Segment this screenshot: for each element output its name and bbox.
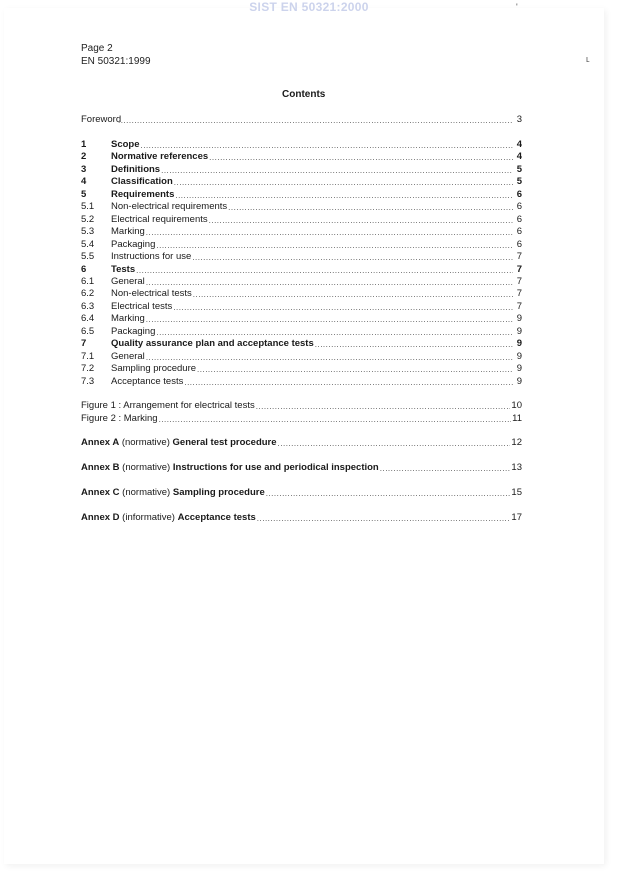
toc-number: 6.4 xyxy=(81,313,95,325)
toc-page: 7 xyxy=(516,251,522,263)
toc-page: 17 xyxy=(511,512,522,523)
toc-page: 6 xyxy=(516,213,522,225)
annex-kind: (informative) xyxy=(119,512,178,523)
annex-prefix: Annex D xyxy=(81,512,120,523)
toc-section-row xyxy=(81,376,522,388)
dot-leader xyxy=(228,203,513,213)
toc-page: 7 xyxy=(516,288,522,300)
toc-page: 9 xyxy=(516,375,522,387)
dot-leader xyxy=(192,253,513,263)
standard-id: EN 50321:1999 xyxy=(81,56,151,67)
dot-leader xyxy=(256,402,511,412)
toc-section-row xyxy=(81,326,522,338)
toc-page: 9 xyxy=(516,325,522,337)
toc-page: 6 xyxy=(516,226,522,238)
toc-number: 7.1 xyxy=(81,350,95,362)
toc-page: 4 xyxy=(516,139,522,150)
dot-leader xyxy=(146,278,513,288)
toc-label xyxy=(81,487,265,499)
toc-number: 6 xyxy=(81,263,87,275)
dot-leader xyxy=(315,340,513,350)
dot-leader xyxy=(380,464,511,474)
page-header xyxy=(81,42,151,68)
toc-page: 7 xyxy=(516,263,522,275)
toc-section-row xyxy=(81,264,522,276)
dot-leader xyxy=(209,153,513,163)
toc-page: 5 xyxy=(516,163,522,175)
toc-section-row xyxy=(81,139,522,151)
toc-label: Non-electrical tests xyxy=(111,288,192,300)
toc-page: 7 xyxy=(516,300,522,312)
toc-number: 6.5 xyxy=(81,325,95,337)
dot-leader xyxy=(209,216,513,226)
document-page xyxy=(4,8,604,864)
toc-page: 7 xyxy=(516,275,522,287)
toc-section-row xyxy=(81,288,522,300)
annex-prefix: Annex C xyxy=(81,487,120,498)
dot-leader xyxy=(278,439,511,449)
dot-leader xyxy=(156,328,513,338)
toc-section-row xyxy=(81,176,522,188)
toc-label: Instructions for use xyxy=(111,251,192,263)
toc-annex-row xyxy=(81,462,522,474)
toc-figure-row xyxy=(81,400,522,412)
toc-section-row xyxy=(81,251,522,263)
dot-leader xyxy=(156,241,513,251)
toc-label: Marking xyxy=(111,313,145,325)
toc-page: 9 xyxy=(516,338,522,350)
toc-label: Figure 1 : Arrangement for electrical tests xyxy=(81,400,255,411)
annex-title: General test procedure xyxy=(172,437,277,448)
toc-annex-row xyxy=(81,437,522,449)
toc-label: Requirements xyxy=(111,188,175,200)
page-number: Page 2 xyxy=(81,43,113,54)
annex-kind: (normative) xyxy=(119,437,173,448)
dot-leader xyxy=(257,514,511,524)
toc-number: 5.3 xyxy=(81,226,95,238)
dot-leader xyxy=(266,489,511,499)
dot-leader xyxy=(141,141,513,151)
toc-label: Sampling procedure xyxy=(111,363,197,375)
annex-prefix: Annex B xyxy=(81,462,120,473)
toc-number: 1 xyxy=(81,139,87,150)
toc-page: 9 xyxy=(516,350,522,362)
toc-page: 6 xyxy=(516,238,522,250)
toc-label: Normative references xyxy=(111,151,209,163)
toc-label: Marking xyxy=(111,226,145,238)
toc-number: 5.1 xyxy=(81,201,95,213)
dot-leader xyxy=(159,415,512,425)
toc-section-row xyxy=(81,351,522,363)
toc-label: Electrical requirements xyxy=(111,213,208,225)
annex-kind: (normative) xyxy=(119,462,173,473)
scan-mark: ʟ xyxy=(586,54,590,64)
toc-label: Foreword xyxy=(81,114,122,125)
toc-page: 9 xyxy=(516,313,522,325)
toc-number: 6.2 xyxy=(81,288,95,300)
annex-title: Sampling procedure xyxy=(172,487,265,498)
toc-label: Packaging xyxy=(111,238,156,250)
toc-section-row xyxy=(81,363,522,375)
toc-label: General xyxy=(111,275,145,287)
toc-label xyxy=(81,512,256,524)
toc-label: Electrical tests xyxy=(111,300,173,312)
toc-label: Classification xyxy=(111,176,173,188)
toc-label: Figure 2 : Marking xyxy=(81,412,158,424)
toc-number: 7.3 xyxy=(81,375,95,387)
toc-section-row xyxy=(81,276,522,288)
toc-page: 3 xyxy=(516,114,522,125)
dot-leader xyxy=(175,191,513,201)
toc-number: 2 xyxy=(81,151,87,163)
toc-page: 10 xyxy=(511,400,522,411)
dot-leader xyxy=(146,315,513,325)
toc-label xyxy=(81,437,277,449)
dot-leader xyxy=(184,378,513,388)
toc-section-row xyxy=(81,201,522,213)
toc-label: Definitions xyxy=(111,163,161,175)
toc-section-row xyxy=(81,189,522,201)
toc-figure-row xyxy=(81,413,522,425)
toc-label: Acceptance tests xyxy=(111,375,184,387)
toc-label: Tests xyxy=(111,263,136,275)
dot-leader xyxy=(174,178,513,188)
toc-section-row xyxy=(81,226,522,238)
toc-section-row xyxy=(81,338,522,350)
toc-page: 5 xyxy=(516,176,522,188)
toc-label: Scope xyxy=(111,139,140,150)
toc-number: 6.3 xyxy=(81,300,95,312)
toc-number: 6.1 xyxy=(81,275,95,287)
toc-label: Quality assurance plan and acceptance tests xyxy=(111,338,314,350)
annex-kind: (normative) xyxy=(119,487,173,498)
toc-page: 11 xyxy=(512,412,522,424)
toc-section-row xyxy=(81,301,522,313)
watermark: SIST EN 50321:2000 xyxy=(249,0,369,14)
toc-annex-row xyxy=(81,487,522,499)
toc-number: 7 xyxy=(81,338,87,350)
toc-page: 4 xyxy=(516,151,522,163)
toc-annex-row xyxy=(81,512,522,524)
toc-number: 5.5 xyxy=(81,251,95,263)
toc-number: 7.2 xyxy=(81,363,95,375)
toc-number: 4 xyxy=(81,176,87,188)
dot-leader xyxy=(173,303,513,313)
annex-title: Acceptance tests xyxy=(177,512,256,523)
toc-number: 5.2 xyxy=(81,213,95,225)
scan-mark: ' xyxy=(516,2,518,12)
toc-label: Packaging xyxy=(111,325,156,337)
page-title: Contents xyxy=(282,89,326,100)
toc-number: 3 xyxy=(81,163,87,175)
toc-foreword xyxy=(81,114,522,126)
annex-title: Instructions for use and periodical inspection xyxy=(172,462,379,473)
toc-number: 5.4 xyxy=(81,238,95,250)
toc-section-row xyxy=(81,164,522,176)
toc-section-row xyxy=(81,239,522,251)
dot-leader xyxy=(136,266,513,276)
toc-label: General xyxy=(111,350,145,362)
toc-number: 5 xyxy=(81,188,87,200)
toc-page: 15 xyxy=(511,487,522,498)
toc-section-row xyxy=(81,313,522,325)
dot-leader xyxy=(146,353,513,363)
dot-leader xyxy=(197,365,513,375)
toc-section-row xyxy=(81,151,522,163)
toc-page: 9 xyxy=(516,363,522,375)
dot-leader xyxy=(146,228,513,238)
toc-page: 13 xyxy=(511,462,522,473)
toc-label xyxy=(81,462,379,474)
toc-page: 12 xyxy=(511,437,522,448)
dot-leader xyxy=(161,166,513,176)
toc-page: 6 xyxy=(516,201,522,213)
toc-page: 6 xyxy=(516,188,522,200)
dot-leader xyxy=(193,290,513,300)
toc-label: Non-electrical requirements xyxy=(111,201,228,213)
annex-prefix: Annex A xyxy=(81,437,120,448)
dot-leader xyxy=(118,116,513,126)
toc-section-row xyxy=(81,214,522,226)
